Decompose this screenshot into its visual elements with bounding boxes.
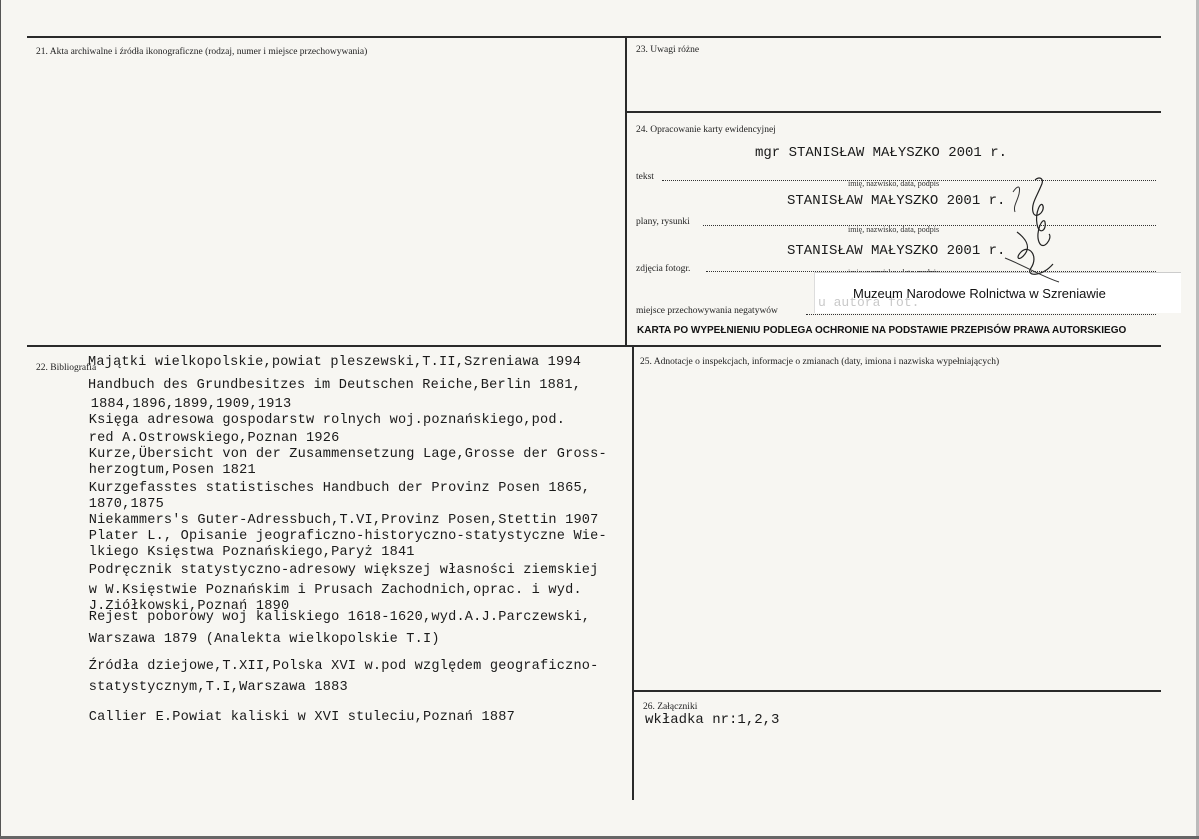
bibliography-line: Callier E.Powiat kaliski w XVI stuleciu,Poznań 1887 — [72, 710, 515, 725]
negatywy-label: miejsce przechowywania negatywów — [636, 306, 778, 316]
zdjecia-label: zdjęcia fotogr. — [636, 264, 691, 274]
bibliography-line: red A.Ostrowskiego,Poznan 1926 — [72, 431, 340, 446]
section-21-label: 21. Akta archiwalne i źródła ikonograficzne (rodzaj, numer i miejsce przechowywania) — [36, 47, 368, 57]
plany-label: plany, rysunki — [636, 217, 690, 227]
negatywy-faint-text: u autora fot. — [818, 295, 920, 310]
section-24-label: 24. Opracowanie karty ewidencyjnej — [636, 125, 776, 135]
section-22-label: 22. Bibliografia — [36, 363, 97, 373]
bibliography-line: Majątki wielkopolskie,powiat pleszewski,T.II,Szreniawa 1994 — [88, 355, 582, 370]
section-26-label: 26. Załączniki — [643, 702, 698, 712]
card-edge-left — [0, 0, 1, 839]
bibliography-line: 1870,1875 — [72, 497, 164, 512]
bibliography-line: Źródła dziejowe,T.XII,Polska XVI w.pod względem geograficzno- — [72, 659, 599, 674]
rule-25-26 — [634, 690, 1161, 692]
bibliography-line: herzogtum,Posen 1821 — [72, 463, 256, 478]
bibliography-line: lkiego Księstwa Poznańskiego,Paryż 1841 — [72, 545, 415, 560]
zdjecia-value: STANISŁAW MAŁYSZKO 2001 r. — [787, 243, 1006, 259]
plany-value: STANISŁAW MAŁYSZKO 2001 r. — [787, 193, 1006, 209]
bibliography-line: Kurzgefasstes statistisches Handbuch der Provinz Posen 1865, — [72, 481, 591, 496]
tekst-label: tekst — [636, 172, 654, 182]
author-line: mgr STANISŁAW MAŁYSZKO 2001 r. — [755, 145, 1008, 161]
negatywy-dotted-line — [806, 314, 1156, 315]
bibliography-line: Handbuch des Grundbesitzes im Deutschen Reiche,Berlin 1881, — [88, 378, 582, 393]
bibliography-line: Podręcznik statystyczno-adresowy większej własności ziemskiej — [72, 563, 599, 578]
copyright-notice: KARTA PO WYPEŁNIENIU PODLEGA OCHRONIE NA PODSTAWIE PRZEPISÓW PRAWA AUTORSKIEGO — [637, 325, 1127, 336]
bibliography-line: J.Ziółkowski,Poznań 1890 — [72, 599, 290, 614]
attachments-value: wkładka nr:1,2,3 — [645, 712, 780, 728]
bibliography-line: Księga adresowa gospodarstw rolnych woj.poznańskiego,pod. — [72, 413, 566, 428]
handwritten-signature — [995, 172, 1065, 292]
bibliography-line: Niekammers's Guter-Adressbuch,T.VI,Provinz Posen,Stettin 1907 — [72, 513, 599, 528]
rule-23-24 — [627, 111, 1161, 113]
plany-caption: imię, nazwisko, data, podpis — [848, 225, 940, 234]
center-divider-lower — [632, 345, 634, 800]
museum-stamp-text: Muzeum Narodowe Rolnictwa w Szreniawie — [853, 286, 1106, 301]
tekst-caption: imię, nazwisko, data, podpis — [848, 179, 940, 188]
section-23-label: 23. Uwagi różne — [636, 45, 700, 55]
bibliography-line: w W.Księstwie Poznańskim i Prusach Zachodnich,oprac. i wyd. — [72, 583, 582, 598]
bibliography-line: 1884,1896,1899,1909,1913 — [74, 397, 292, 412]
center-divider-upper — [625, 36, 627, 347]
bibliography-line: Warszawa 1879 (Analekta wielkopolskie T.I) — [72, 632, 440, 647]
middle-rule — [27, 345, 1161, 347]
bibliography-line: statystycznym,T.I,Warszawa 1883 — [72, 680, 348, 695]
section-25-label: 25. Adnotacje o inspekcjach, informacje o zmianach (daty, imiona i nazwiska wypełniających) — [640, 357, 1000, 367]
bibliography-line: Rejest poborowy woj kaliskiego 1618-1620,wyd.A.J.Parczewski, — [72, 610, 591, 625]
bibliography-line: Plater L., Opisanie jeograficzno-historyczno-statystyczne Wie- — [72, 529, 607, 544]
bibliography-line: Kurze,Übersicht von der Zusammensetzung Lage,Grosse der Gross- — [72, 447, 607, 462]
top-rule — [27, 36, 1161, 38]
